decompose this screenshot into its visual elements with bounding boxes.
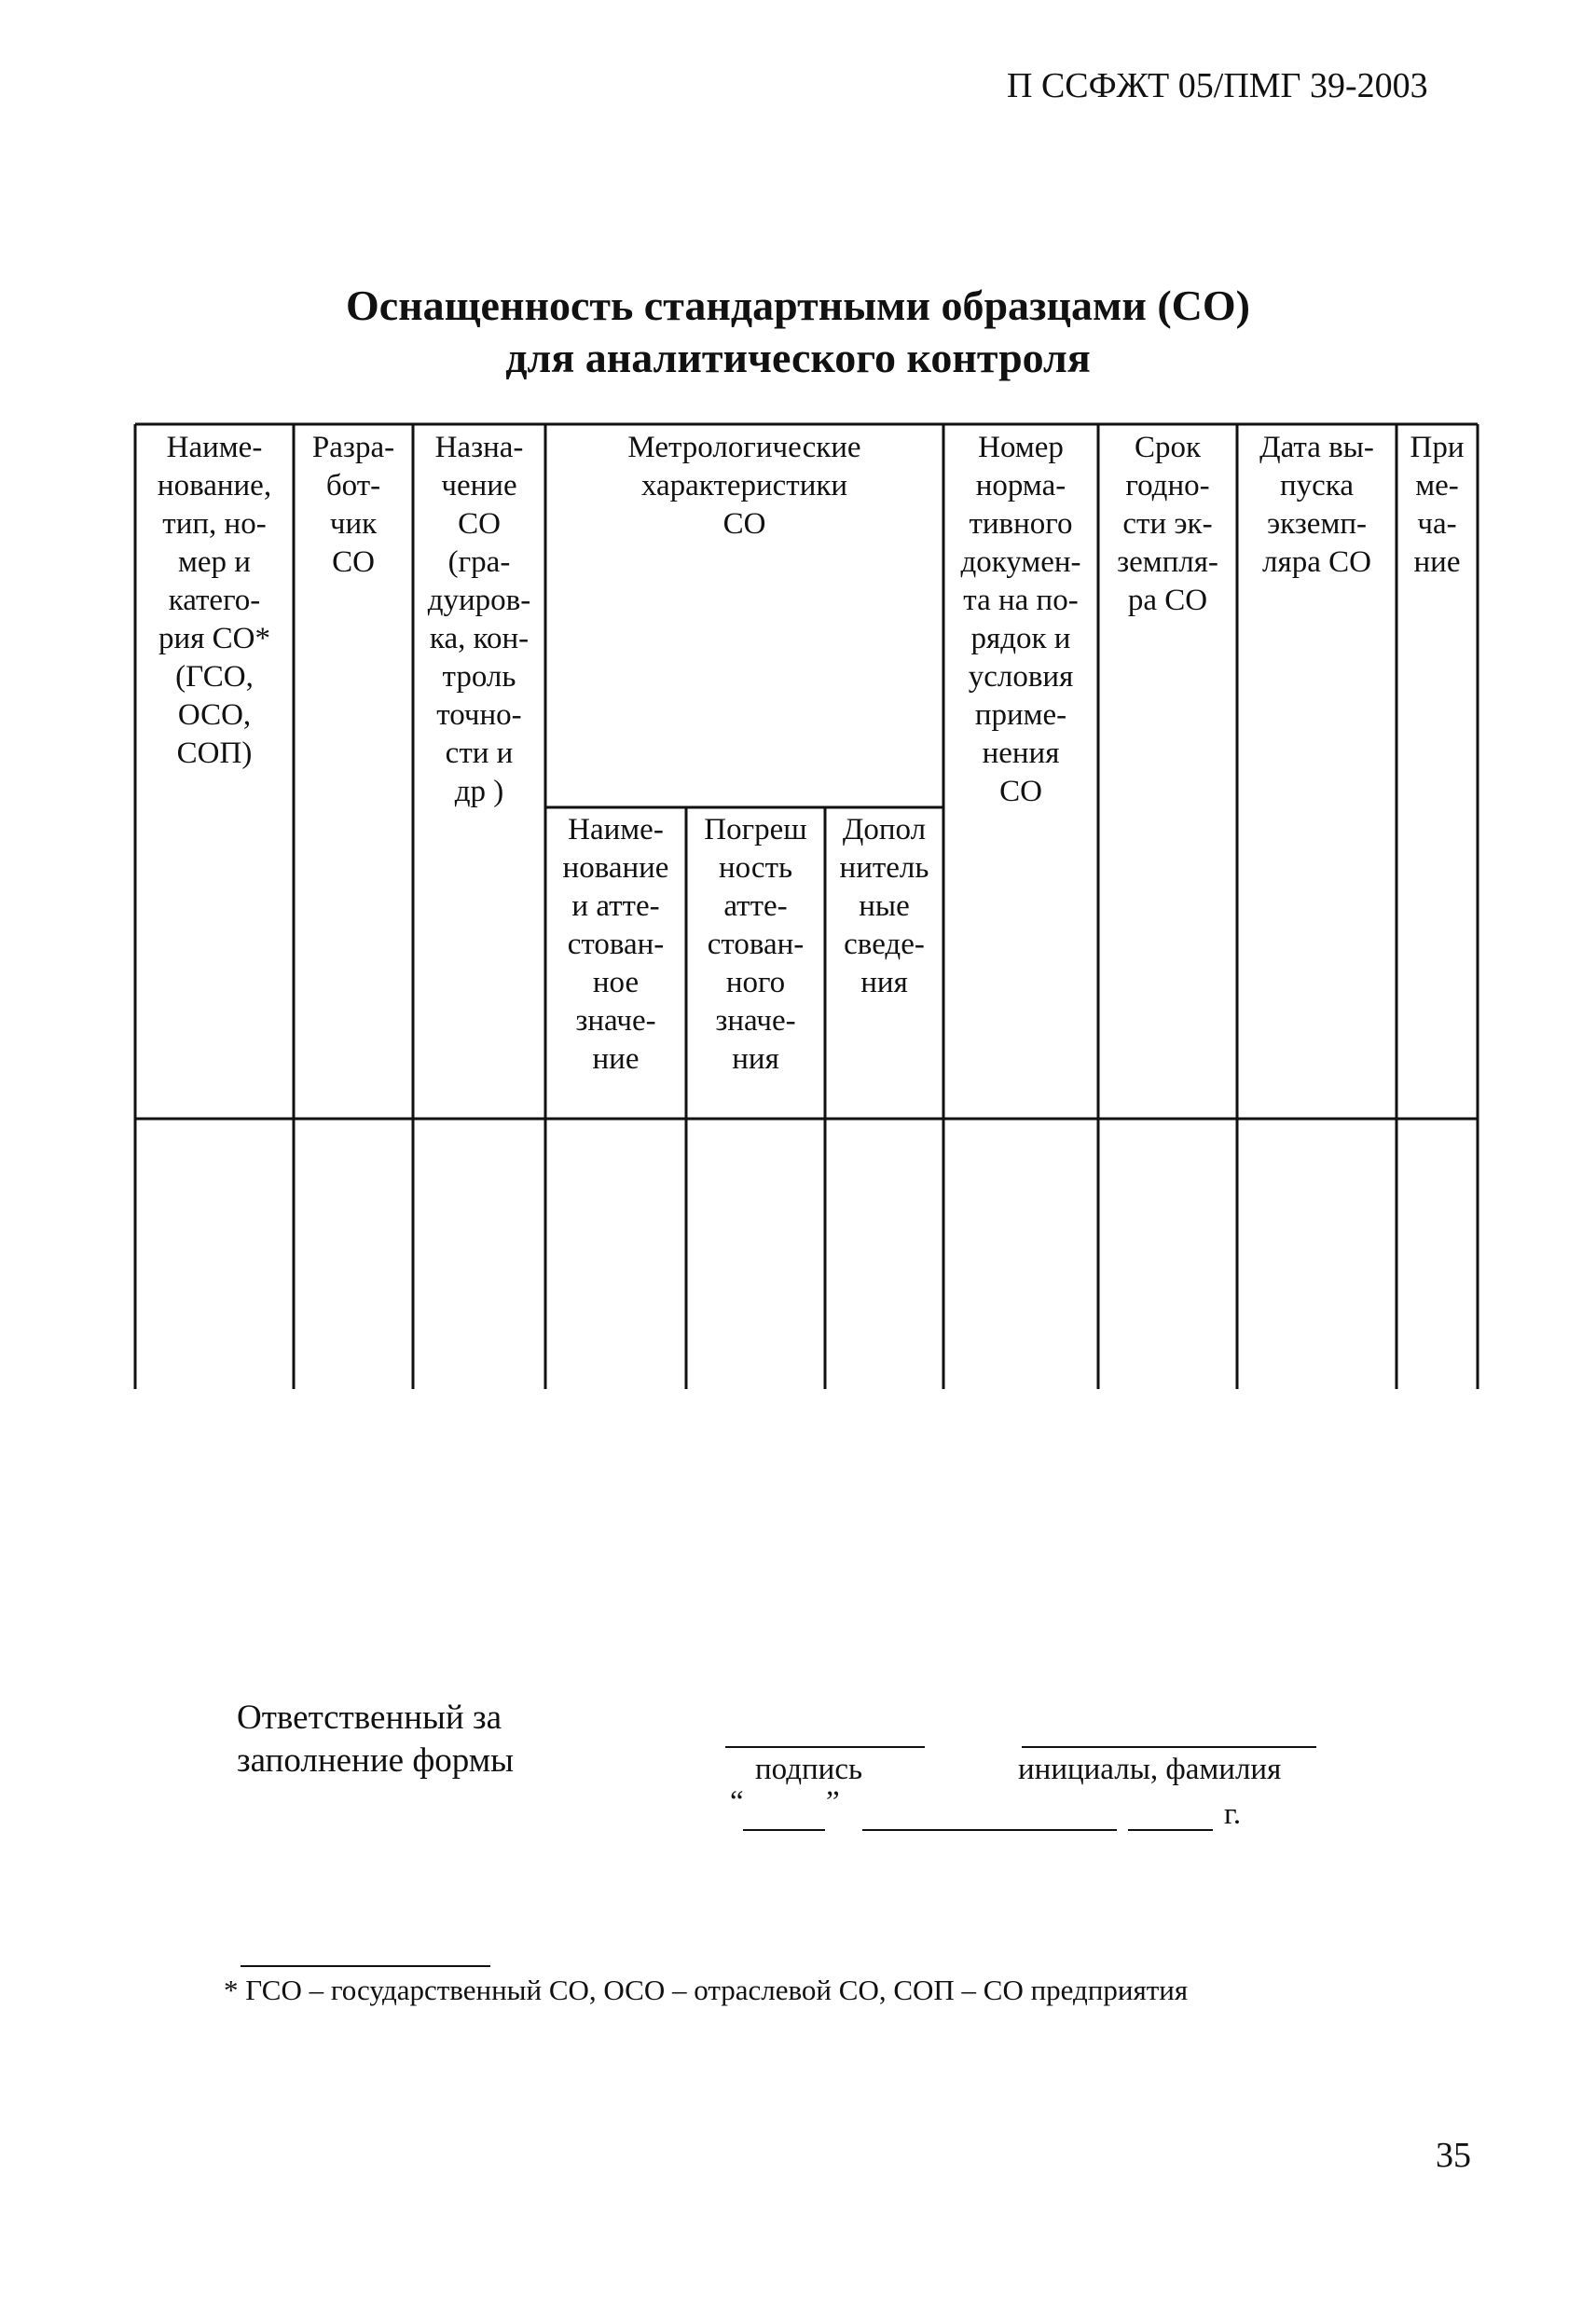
subheader-certified-value-error: Погреш ность атте- стован- ного значе- ния bbox=[704, 813, 807, 1076]
signature-label: подпись bbox=[755, 1753, 863, 1786]
year-suffix: г. bbox=[1224, 1797, 1242, 1831]
header-developer: Разра- бот- чик СО bbox=[311, 431, 395, 579]
header-shelf-life: Срок годно- сти эк- земпля- ра СО bbox=[1117, 431, 1218, 617]
initials-surname-label: инициалы, фамилия bbox=[1018, 1753, 1282, 1786]
subheader-additional-info: Допол нитель ные сведе- ния bbox=[839, 813, 929, 999]
footnote: * ГСО – государственный СО, ОСО – отраслевой СО, СОП – СО предприятия bbox=[224, 1974, 1189, 2006]
page-number: 35 bbox=[1436, 2136, 1471, 2175]
footnote-separator bbox=[241, 1965, 490, 1967]
header-note: При ме- ча- ние bbox=[1410, 431, 1465, 579]
header-normative-document-number: Номер норма- тивного докумен- та на по- рядок и условия приме- нения СО bbox=[960, 431, 1081, 808]
header-release-date: Дата вы- пуска экземп- ляра СО bbox=[1259, 431, 1374, 579]
page-title-line-2: для аналитического контроля bbox=[505, 334, 1091, 381]
day-line bbox=[743, 1829, 825, 1831]
signature-line bbox=[725, 1746, 925, 1748]
responsible-label: Ответственный за заполнение формы bbox=[237, 1699, 515, 1780]
header-purpose: Назна- чение СО (гра- дуиров- ка, кон- троль точно- сти и др ) bbox=[427, 431, 531, 808]
page-title-line-1: Оснащенность стандартными образцами (СО) bbox=[345, 282, 1251, 329]
close-quote: ” bbox=[826, 1785, 840, 1819]
document-code: П ССФЖТ 05/ПМГ 39-2003 bbox=[1007, 66, 1428, 105]
name-line bbox=[1022, 1746, 1316, 1748]
header-metrological-characteristics: Метрологические характеристики СО bbox=[627, 431, 861, 541]
subheader-certified-value: Наиме- нование и атте- стован- ное значе- ние bbox=[562, 813, 669, 1076]
year-line bbox=[1128, 1829, 1213, 1831]
month-line bbox=[862, 1829, 1117, 1831]
open-quote: “ bbox=[730, 1785, 744, 1819]
header-name-type-category: Наиме- нование, тип, но- мер и катего- рия СО* (ГСО, ОСО, СОП) bbox=[157, 431, 272, 770]
